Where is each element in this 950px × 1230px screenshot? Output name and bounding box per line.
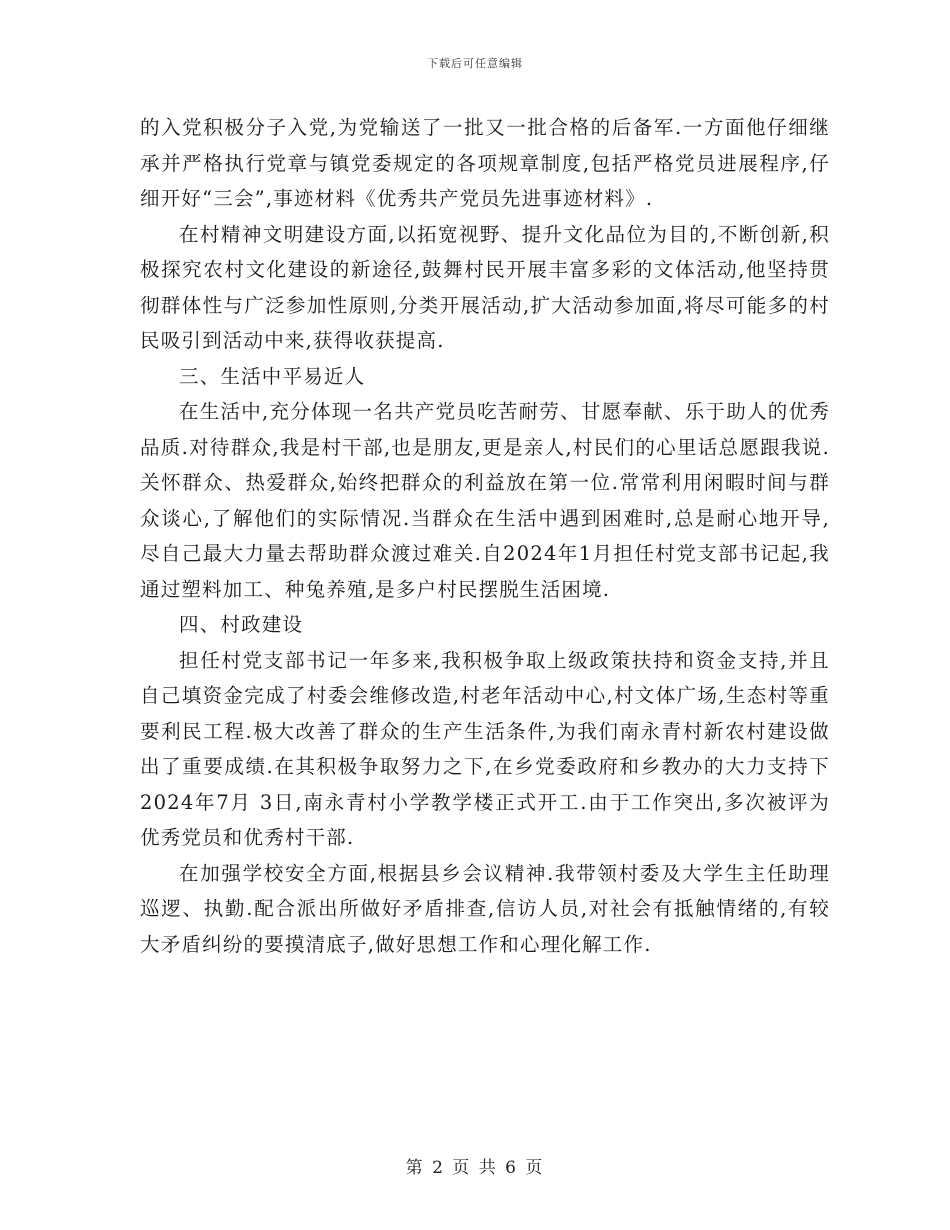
paragraph-6: 担任村党支部书记一年多来,我积极争取上级政策扶持和资金支持,并且自己填资金完成了村委会维修改造,村老年活动中心,村文体广场,生态村等重要利民工程.极大改善了群众的生产生活条件,为我们南永青村新农村建设做出了重要成绩.在其积极争取努力之下,在乡党委政府和乡教办的大力支持下2024年7月 3日,南永青村小学教学楼正式开工.由于工作突出,多次被评为优秀党员和优秀村干部. (140, 648, 830, 849)
section-heading-3: 三、生活中平易近人 (179, 364, 366, 388)
page-header: 下载后可任意编辑 (427, 57, 523, 70)
document-body (140, 110, 830, 962)
paragraph-4: 在生活中,充分体现一名共产党员吃苦耐劳、甘愿奉献、乐于助人的优秀品质.对待群众,我是村干部,也是朋友,更是亲人,村民们的心里话总愿跟我说.关怀群众、热爱群众,始终把群众的利益放在第一位.常常利用闲暇时间与群众谈心,了解他们的实际情况.当群众在生活中遇到困难时,总是耐心地开导,尽自己最大力量去帮助群众渡过难关.自2024年1月担任村党支部书记起,我通过塑料加工、种兔养殖,是多户村民摆脱生活困境. (140, 400, 830, 601)
paragraph-7: 在加强学校安全方面,根据县乡会议精神.我带领村委及大学生主任助理巡逻、执勤.配合派出所做好矛盾排查,信访人员,对社会有抵触情绪的,有较大矛盾纠纷的要摸清底子,做好思想工作和心理化解工作. (140, 861, 830, 956)
page-number-footer: 第 2 页 共 6 页 (405, 1158, 545, 1178)
paragraph-2: 在村精神文明建设方面,以拓宽视野、提升文化品位为目的,不断创新,积极探究农村文化建设的新途径,鼓舞村民开展丰富多彩的文体活动,他坚持贯彻群体性与广泛参加性原则,分类开展活动,扩大活动参加面,将尽可能多的村民吸引到活动中来,获得收获提高. (140, 222, 830, 352)
section-heading-4: 四、村政建设 (179, 613, 304, 636)
paragraph-1: 的入党积极分子入党,为党输送了一批又一批合格的后备军.一方面他仔细继承并严格执行党章与镇党委规定的各项规章制度,包括严格党员进展程序,仔细开好“三会”,事迹材料《优秀共产党员先进事迹材料》. (140, 116, 830, 210)
